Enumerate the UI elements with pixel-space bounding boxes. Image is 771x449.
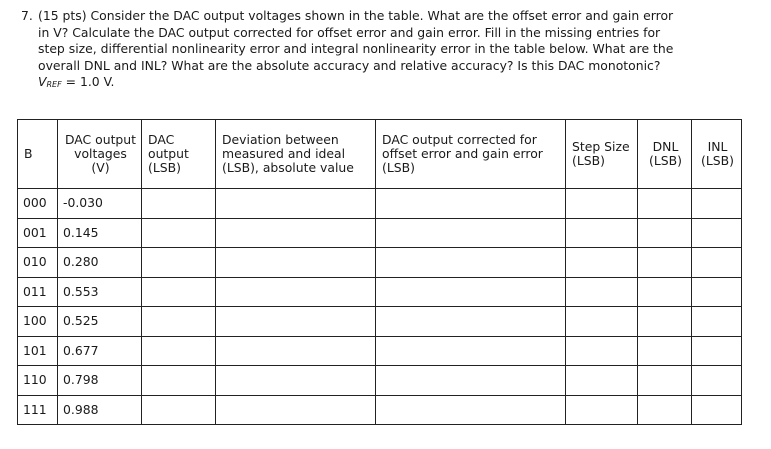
cell-step-size[interactable] (566, 366, 638, 396)
vref-subscript: REF (46, 80, 62, 90)
problem-line: (15 pts) Consider the DAC output voltages shown in the table. What are the offset error and gain error (38, 8, 674, 23)
header-output-lsb: DAC output (LSB) (142, 120, 216, 189)
cell-b: 011 (18, 277, 58, 307)
table-row (18, 277, 742, 307)
cell-corrected[interactable] (376, 395, 566, 425)
cell-dnl[interactable] (638, 189, 692, 219)
cell-inl[interactable] (692, 218, 742, 248)
header-deviation: Deviation between measured and ideal (LSB), absolute value (216, 120, 376, 189)
table-row (18, 366, 742, 396)
cell-step-size[interactable] (566, 395, 638, 425)
cell-b: 010 (18, 248, 58, 278)
problem-number: 7. (21, 8, 33, 23)
cell-output-lsb[interactable] (142, 395, 216, 425)
cell-deviation[interactable] (216, 189, 376, 219)
cell-inl[interactable] (692, 307, 742, 337)
cell-b: 101 (18, 336, 58, 366)
cell-voltage: -0.030 (58, 189, 142, 219)
vref-value: = 1.0 V. (61, 74, 115, 90)
cell-corrected[interactable] (376, 189, 566, 219)
cell-inl[interactable] (692, 277, 742, 307)
cell-voltage: 0.988 (58, 395, 142, 425)
cell-b: 111 (18, 395, 58, 425)
problem-line: step size, differential nonlinearity error and integral nonlinearity error in the table below. What are the (38, 41, 674, 57)
cell-output-lsb[interactable] (142, 248, 216, 278)
cell-step-size[interactable] (566, 189, 638, 219)
cell-inl[interactable] (692, 189, 742, 219)
cell-output-lsb[interactable] (142, 307, 216, 337)
cell-deviation[interactable] (216, 277, 376, 307)
cell-b: 000 (18, 189, 58, 219)
cell-deviation[interactable] (216, 307, 376, 337)
table-row (18, 336, 742, 366)
cell-deviation[interactable] (216, 366, 376, 396)
cell-b: 100 (18, 307, 58, 337)
cell-output-lsb[interactable] (142, 189, 216, 219)
header-row (18, 120, 742, 189)
cell-deviation[interactable] (216, 395, 376, 425)
cell-corrected[interactable] (376, 218, 566, 248)
cell-deviation[interactable] (216, 336, 376, 366)
cell-step-size[interactable] (566, 307, 638, 337)
cell-dnl[interactable] (638, 336, 692, 366)
table-row (18, 248, 742, 278)
cell-dnl[interactable] (638, 277, 692, 307)
cell-inl[interactable] (692, 248, 742, 278)
cell-inl[interactable] (692, 336, 742, 366)
cell-corrected[interactable] (376, 366, 566, 396)
cell-corrected[interactable] (376, 248, 566, 278)
cell-voltage: 0.280 (58, 248, 142, 278)
table-row (18, 189, 742, 219)
header-inl: INL (LSB) (692, 120, 742, 189)
header-corrected: DAC output corrected for offset error and gain error (LSB) (376, 120, 566, 189)
table-row (18, 218, 742, 248)
cell-step-size[interactable] (566, 248, 638, 278)
cell-step-size[interactable] (566, 336, 638, 366)
cell-dnl[interactable] (638, 248, 692, 278)
header-step-size: Step Size (LSB) (566, 120, 638, 189)
cell-deviation[interactable] (216, 248, 376, 278)
cell-dnl[interactable] (638, 395, 692, 425)
cell-corrected[interactable] (376, 307, 566, 337)
cell-output-lsb[interactable] (142, 366, 216, 396)
cell-step-size[interactable] (566, 277, 638, 307)
cell-voltage: 0.145 (58, 218, 142, 248)
cell-voltage: 0.553 (58, 277, 142, 307)
problem-line: in V? Calculate the DAC output corrected for offset error and gain error. Fill in the missing entries for (38, 24, 661, 40)
cell-corrected[interactable] (376, 277, 566, 307)
cell-voltage: 0.798 (58, 366, 142, 396)
cell-output-lsb[interactable] (142, 336, 216, 366)
cell-step-size[interactable] (566, 218, 638, 248)
cell-dnl[interactable] (638, 366, 692, 396)
problem-statement (21, 8, 760, 94)
cell-inl[interactable] (692, 366, 742, 396)
vref-symbol: V (38, 74, 47, 90)
cell-voltage: 0.677 (58, 336, 142, 366)
cell-inl[interactable] (692, 395, 742, 425)
table-row (18, 395, 742, 425)
cell-voltage: 0.525 (58, 307, 142, 337)
header-voltage: DAC output voltages (V) (58, 120, 142, 189)
cell-deviation[interactable] (216, 218, 376, 248)
cell-dnl[interactable] (638, 307, 692, 337)
cell-dnl[interactable] (638, 218, 692, 248)
cell-b: 001 (18, 218, 58, 248)
dac-table (17, 119, 742, 425)
problem-line: overall DNL and INL? What are the absolute accuracy and relative accuracy? Is this DAC monotonic? (38, 57, 661, 73)
cell-corrected[interactable] (376, 336, 566, 366)
cell-output-lsb[interactable] (142, 277, 216, 307)
header-dnl: DNL (LSB) (638, 120, 692, 189)
vref-line (30, 74, 760, 94)
cell-b: 110 (18, 366, 58, 396)
header-b: B (18, 120, 58, 189)
cell-output-lsb[interactable] (142, 218, 216, 248)
table-row (18, 307, 742, 337)
